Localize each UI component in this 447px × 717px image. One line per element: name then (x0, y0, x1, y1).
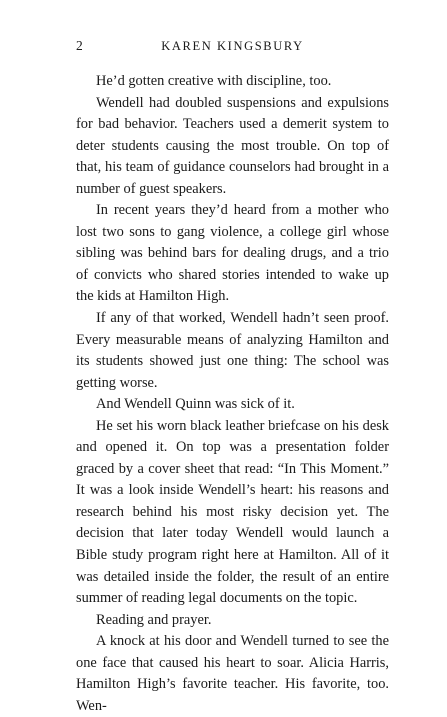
paragraph: Wendell had doubled suspensions and expulsions for bad behavior. Teachers used a demerit system to deter students causing the most trouble. On top of that, his team of guidance counselors had brought in a number of guest speakers. (76, 94, 389, 197)
paragraph: In recent years they’d heard from a mother who lost two sons to gang violence, a college girl whose sibling was behind bars for dealing drugs, and a trio of convicts who shared stories intended to wake up the kids at Hamilton High. (76, 202, 389, 305)
paragraph: A knock at his door and Wendell turned to see the one face that caused his heart to soar. Alicia Harris, Hamilton High’s favorite teacher. His favorite, too. Wen- (76, 633, 389, 714)
paragraph: Reading and prayer. (96, 611, 212, 628)
paragraph: And Wendell Quinn was sick of it. (96, 396, 295, 413)
running-head (76, 37, 389, 55)
running-head-author: KAREN KINGSBURY (161, 39, 304, 53)
paragraph: He’d gotten creative with discipline, too. (96, 73, 332, 89)
body-text (76, 71, 389, 717)
page-number: 2 (76, 38, 83, 53)
paragraph: If any of that worked, Wendell hadn’t seen proof. Every measurable means of analyzing Hamilton and its students showed just one thing: The school was getting worse. (76, 310, 389, 391)
paragraph: He set his worn black leather briefcase on his desk and opened it. On top was a presentation folder graced by a cover sheet that read: “In This Moment.” It was a look inside Wendell’s heart: his reasons and research behind his most risky decision yet. The decision that later today Wendell would launch a Bible study program right here at Hamilton. All of it was detailed inside the folder, the result of an entire summer of reading legal documents on the topic. (76, 417, 389, 607)
